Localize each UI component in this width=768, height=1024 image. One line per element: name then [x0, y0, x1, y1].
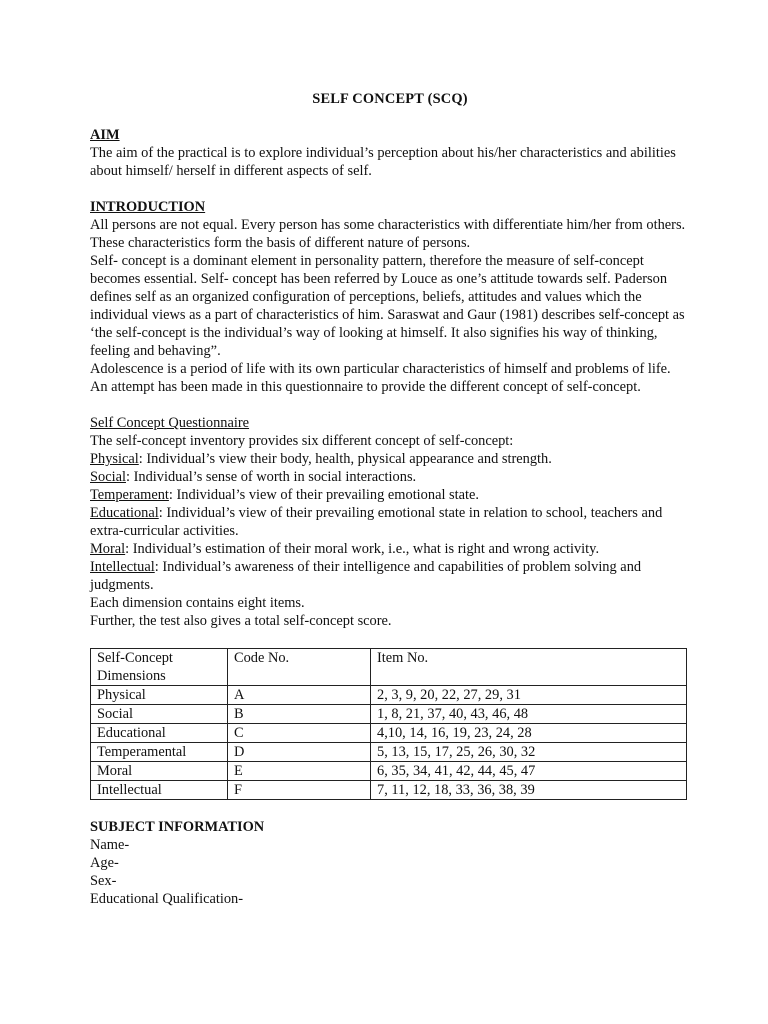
- table-row: [91, 781, 687, 800]
- dimension-term: Physical: [90, 451, 139, 467]
- table-row: [91, 762, 687, 781]
- table-cell: 5, 13, 15, 17, 25, 26, 30, 32: [371, 743, 687, 762]
- spacer: [90, 396, 690, 414]
- table-cell: D: [228, 743, 371, 762]
- table-cell: Physical: [91, 686, 228, 705]
- table-cell: 4,10, 14, 16, 19, 23, 24, 28: [371, 724, 687, 743]
- name-field-label: Name-: [90, 837, 130, 853]
- dimension-desc: : Individual’s estimation of their moral work, i.e., what is right and wrong activity.: [125, 541, 600, 557]
- table-row: [91, 686, 687, 705]
- table-cell: Social: [91, 705, 228, 724]
- table-row: [91, 724, 687, 743]
- dimension-desc: : Individual’s sense of worth in social interactions.: [125, 469, 417, 485]
- document-body: [90, 90, 690, 908]
- qualification-field-label: Educational Qualification-: [90, 891, 244, 907]
- dimension-social: [90, 468, 690, 486]
- age-field-label: Age-: [90, 855, 119, 871]
- intro-paragraph-3: Adolescence is a period of life with its own particular characteristics of himself and problems of life. An attempt has been made in this questionnaire to provide the different concept of self-concept.: [90, 361, 671, 395]
- dimension-term: Intellectual: [90, 559, 155, 575]
- total-score-note: Further, the test also gives a total self-concept score.: [90, 613, 392, 629]
- intro-paragraph-2: Self- concept is a dominant element in personality pattern, therefore the measure of self-concept becomes essential. Self- concept has been referred by Louce as one’s attitude towards self. Paderson defines self as an organized configuration of perceptions, beliefs, attitudes and values which the individual views as a part of characteristics of him. Saraswat and Gaur (1981) describes self-concept as ‘the self-concept is the individual’s way of looking at himself. It also signifies his way of thinking, feeling and behaving”.: [90, 253, 685, 359]
- aim-heading: AIM: [90, 127, 120, 143]
- table-row: [91, 705, 687, 724]
- dimension-physical: [90, 450, 690, 468]
- table-cell: Temperamental: [91, 743, 228, 762]
- table-cell: C: [228, 724, 371, 743]
- table-cell: F: [228, 781, 371, 800]
- intro-paragraph-1: All persons are not equal. Every person has some characteristics with differentiate him/her from others. These characteristics form the basis of different nature of persons.: [90, 217, 686, 251]
- column-header: Self-Concept Dimensions: [91, 649, 228, 686]
- dimension-moral: [90, 540, 690, 558]
- column-header: Item No.: [371, 649, 687, 686]
- dimension-intellectual: [90, 558, 690, 594]
- table-cell: 1, 8, 21, 37, 40, 43, 46, 48: [371, 705, 687, 724]
- subject-information: [90, 818, 690, 908]
- table-cell: Educational: [91, 724, 228, 743]
- table-row: [91, 743, 687, 762]
- dimension-term: Moral: [90, 541, 126, 557]
- table-cell: E: [228, 762, 371, 781]
- introduction-heading: INTRODUCTION: [90, 199, 206, 215]
- dimension-desc: : Individual’s view of their prevailing emotional state.: [168, 487, 480, 503]
- dimension-educational: [90, 504, 690, 540]
- table-cell: Moral: [91, 762, 228, 781]
- table-cell: B: [228, 705, 371, 724]
- items-note: Each dimension contains eight items.: [90, 595, 305, 611]
- dimension-temperament: [90, 486, 690, 504]
- table-cell: Intellectual: [91, 781, 228, 800]
- dimension-desc: : Individual’s view of their prevailing emotional state in relation to school, teachers and extra-curricular activities.: [90, 505, 663, 539]
- table-header-row: [91, 649, 687, 686]
- table-cell: 6, 35, 34, 41, 42, 44, 45, 47: [371, 762, 687, 781]
- dimensions-table: [90, 648, 687, 800]
- column-header: Code No.: [228, 649, 371, 686]
- dimension-term: Temperament: [90, 487, 169, 503]
- questionnaire-intro: The self-concept inventory provides six different concept of self-concept:: [90, 433, 514, 449]
- aim-text: The aim of the practical is to explore individual’s perception about his/her characteristics and abilities about himself/ herself in different aspects of self.: [90, 145, 676, 179]
- dimension-term: Educational: [90, 505, 159, 521]
- dimension-desc: : Individual’s awareness of their intelligence and capabilities of problem solving and judgments.: [90, 559, 642, 593]
- dimension-desc: : Individual’s view their body, health, physical appearance and strength.: [138, 451, 552, 467]
- table-cell: 7, 11, 12, 18, 33, 36, 38, 39: [371, 781, 687, 800]
- spacer: [90, 180, 690, 198]
- sex-field-label: Sex-: [90, 873, 117, 889]
- table-cell: 2, 3, 9, 20, 22, 27, 29, 31: [371, 686, 687, 705]
- page-title: SELF CONCEPT (SCQ): [312, 91, 468, 107]
- questionnaire-heading: Self Concept Questionnaire: [90, 415, 250, 431]
- table-cell: A: [228, 686, 371, 705]
- subject-heading: SUBJECT INFORMATION: [90, 819, 265, 835]
- dimension-term: Social: [90, 469, 126, 485]
